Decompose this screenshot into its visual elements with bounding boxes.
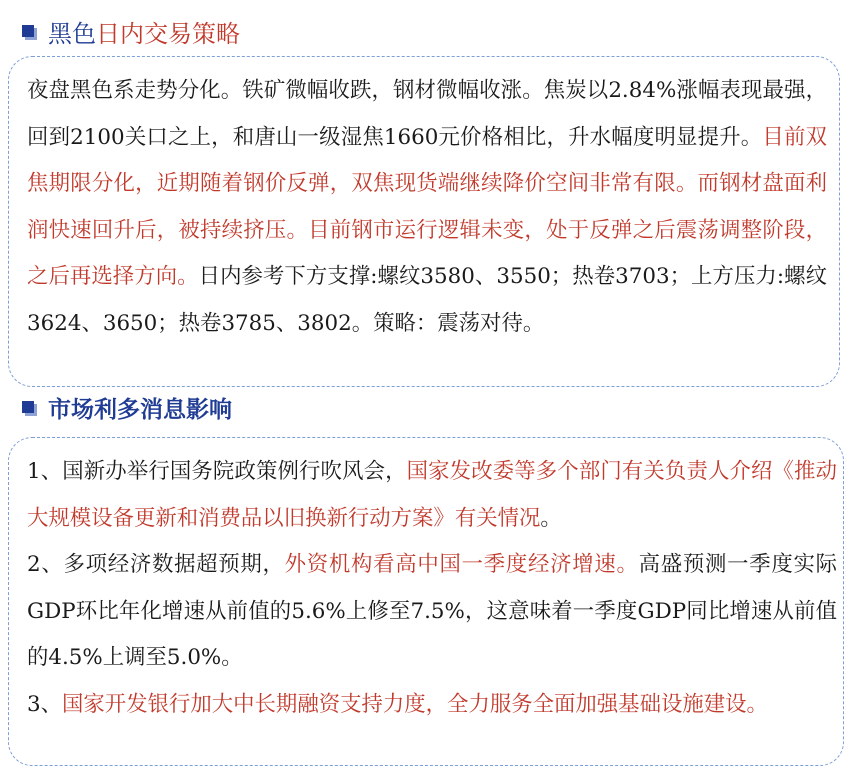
section2-title: 市场利多消息影响 — [48, 396, 232, 423]
news-item-2-lead: 2、多项经济数据超预期， — [27, 552, 285, 577]
news-item-3-lead: 3、 — [27, 691, 63, 717]
news-item-1-end: 。 — [540, 505, 562, 531]
news-item — [27, 542, 837, 682]
news-box — [8, 437, 844, 766]
news-item-2-detail: 高盛预测一季度实际GDP环比年化增速从前值的5.6%上修至7.5%，这意味着一季度GDP同比增速从前值的4.5%上调至5.0%。 — [27, 552, 837, 670]
news-item — [27, 682, 837, 729]
section2-header — [22, 389, 232, 425]
strategy-box — [8, 56, 840, 387]
bullet-square-icon — [22, 25, 34, 37]
news-item-1-highlight: 国家发改委等多个部门有关负责人介绍《推动大规模设备更新和消费品以旧换新行动方案》有关情况 — [27, 459, 837, 531]
section1-header — [22, 13, 240, 49]
news-item-3-highlight: 国家开发银行加大中长期融资支持力度，全力服务全面加强基础设施建设。 — [62, 691, 768, 717]
strategy-text-market: 夜盘黑色系走势分化。铁矿微幅收跌，钢材微幅收涨。焦炭以2.84%涨幅表现最强，回到2100关口之上，和唐山一级湿焦1660元价格相比，升水幅度明显提升。 — [27, 78, 827, 150]
section1-title-part2: 日内交易策略 — [96, 19, 240, 48]
news-item-1-lead: 1、国新办举行国务院政策例行吹风会， — [27, 459, 407, 484]
news-item — [27, 449, 837, 542]
strategy-text-analysis: 目前双焦期限分化，近期随着钢价反弹，双焦现货端继续降价空间非常有限。而钢材盘面利润快速回升后，被持续挤压。目前钢市运行逻辑未变，处于反弹之后震荡调整阶段，之后再选择方向。 — [27, 124, 827, 289]
strategy-text-levels: 日内参考下方支撑:螺纹3580、3550；热卷3703；上方压力:螺纹3624、3650；热卷3785、3802。策略：震荡对待。 — [27, 264, 827, 336]
bullet-square-icon — [22, 401, 34, 413]
news-item-2-highlight: 外资机构看高中国一季度经济增速。 — [284, 552, 639, 577]
strategy-paragraph — [27, 68, 827, 347]
section1-title-part1: 黑色 — [48, 19, 96, 48]
